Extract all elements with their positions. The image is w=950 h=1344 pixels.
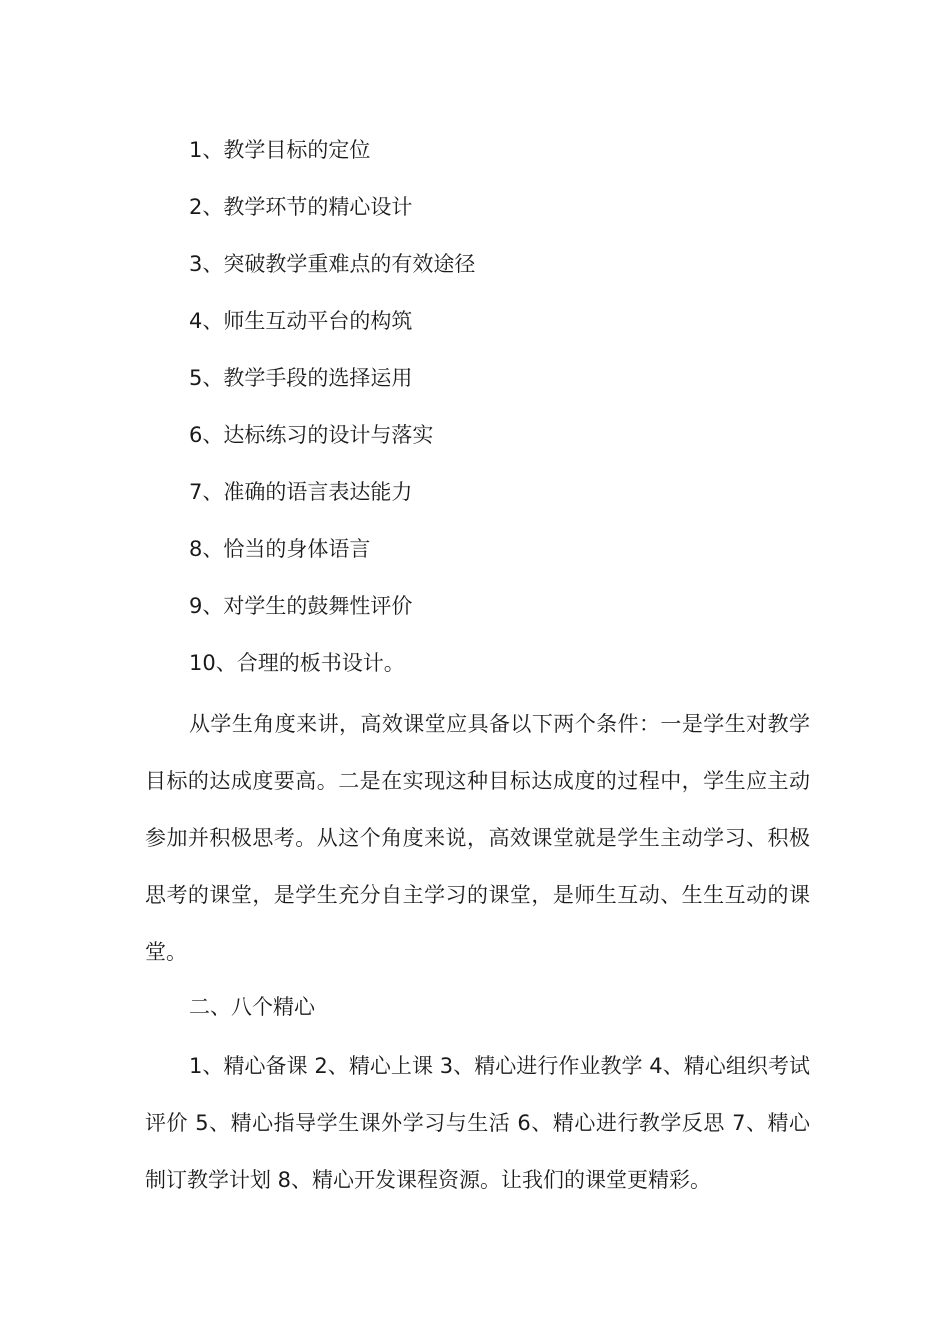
list-item: 5、教学手段的选择运用 xyxy=(189,366,413,390)
list-item: 7、准确的语言表达能力 xyxy=(189,480,413,504)
list-item: 2、教学环节的精心设计 xyxy=(189,195,413,219)
list-item: 4、师生互动平台的构筑 xyxy=(189,309,413,333)
list-item: 9、对学生的鼓舞性评价 xyxy=(189,594,413,618)
list-item: 8、恰当的身体语言 xyxy=(189,537,371,561)
body-paragraph: 从学生角度来讲，高效课堂应具备以下两个条件：一是学生对教学目标的达成度要高。二是在实现这种目标达成度的过程中，学生应主动参加并积极思考。从这个角度来说，高效课堂就是学生主动学习、积极思考的课堂，是学生充分自主学习的课堂，是师生互动、生生互动的课堂。 xyxy=(145,712,810,964)
list-item: 6、达标练习的设计与落实 xyxy=(189,423,434,447)
list-item: 1、教学目标的定位 xyxy=(189,138,371,162)
body-paragraph: 1、精心备课 2、精心上课 3、精心进行作业教学 4、精心组织考试评价 5、精心指导学生课外学习与生活 6、精心进行教学反思 7、精心制订教学计划 8、精心开发课程资源。让我们的课堂更精彩。 xyxy=(145,1054,810,1192)
list-item: 10、合理的板书设计。 xyxy=(189,651,405,675)
section-heading: 二、八个精心 xyxy=(189,995,315,1019)
numbered-list xyxy=(189,133,475,703)
list-item: 3、突破教学重难点的有效途径 xyxy=(189,252,476,276)
